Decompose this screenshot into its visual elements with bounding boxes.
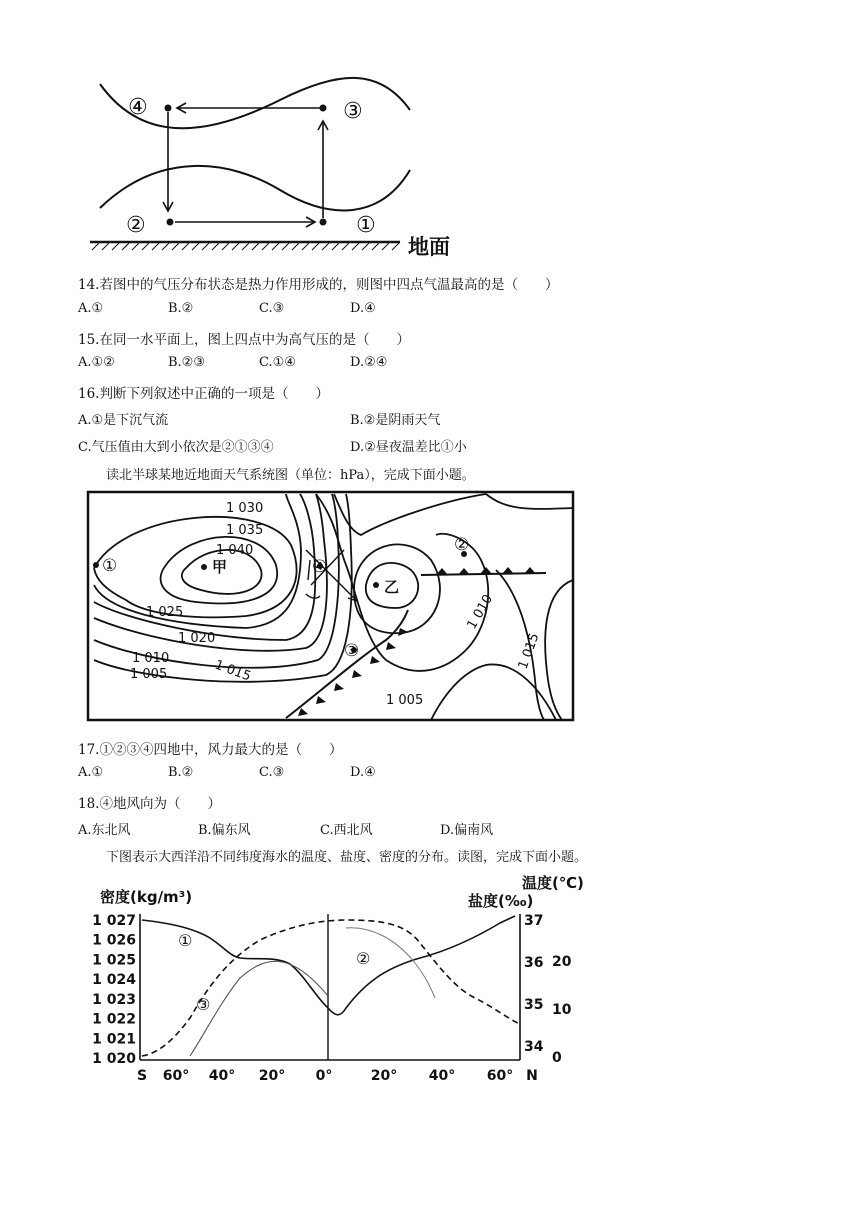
salinity-tick-label: 34 (524, 1039, 544, 1055)
thermal-circulation-diagram (80, 70, 500, 260)
ground-label: 地面 (408, 235, 450, 259)
isobar-label-1010-right: 1 010 (464, 592, 497, 632)
question-17: 17.①②③④四地中，风力最大的是（ ） (78, 742, 343, 758)
q18-option-d: D.偏南风 (440, 823, 494, 838)
salinity-tick-label: 36 (524, 955, 544, 971)
density-tick-label: 1 022 (92, 1011, 136, 1028)
high-center-label: 甲 (212, 558, 228, 576)
question-14: 14.若图中的气压分布状态是热力作用形成的，则图中四点气温最高的是（ ） (78, 277, 559, 293)
salinity-tick-label: 35 (524, 997, 544, 1013)
map-point-4: ④ (312, 557, 328, 577)
isobar-label-1015: 1 015 (212, 657, 253, 685)
density-tick-label: 1 026 (92, 932, 136, 949)
q14-option-d: D.④ (350, 301, 376, 316)
q17-option-a: A.① (78, 765, 104, 780)
temperature-tick-label: 0 (552, 1050, 562, 1066)
question-16: 16.判断下列叙述中正确的一项是（ ） (78, 386, 329, 402)
temperature-curve (142, 920, 520, 1056)
curve-label-2: ② (356, 949, 371, 968)
atlantic-profile-chart (90, 868, 584, 1090)
isobar-label-1020: 1 020 (178, 631, 216, 646)
isobar-label-1005-right: 1 005 (386, 693, 424, 708)
density-tick-label: 1 020 (92, 1051, 136, 1067)
q16-option-c: C.气压值由大到小依次是②①③④ (78, 440, 274, 455)
density-tick-label: 1 023 (92, 991, 136, 1008)
point-4-label: ④ (128, 95, 148, 120)
temperature-tick-label: 10 (552, 1002, 572, 1018)
q16-option-d: D.②昼夜温差比①小 (350, 440, 467, 455)
q18-option-b: B.偏东风 (198, 823, 251, 838)
density-tick-label: 1 024 (92, 972, 136, 989)
q17-option-d: D.④ (350, 765, 376, 780)
point-3-label: ③ (343, 99, 363, 124)
salinity-curve (190, 961, 328, 1056)
intro-weather-map: 读北半球某地近地面天气系统图（单位：hPa），完成下面小题。 (106, 468, 475, 483)
latitude-tick-label: 0° (315, 1068, 333, 1084)
q14-option-c: C.③ (259, 301, 285, 316)
q16-option-b: B.②是阴雨天气 (350, 413, 441, 428)
latitude-tick-label: 60° (486, 1068, 514, 1084)
isobar-label-1040: 1 040 (216, 543, 254, 558)
salinity-axis-title: 盐度(‰) (468, 892, 534, 910)
point-2-label: ② (126, 213, 146, 238)
curve-label-1: ① (178, 931, 193, 950)
right-axis-ticks (524, 913, 572, 1066)
low-center-label: 乙 (384, 578, 400, 596)
point-1-label: ① (356, 213, 376, 238)
isobar-label-1010: 1 010 (132, 651, 170, 666)
latitude-tick-label: 60° (162, 1068, 190, 1084)
density-tick-label: 1 025 (92, 952, 136, 969)
q17-option-c: C.③ (259, 765, 285, 780)
latitude-tick-label: 40° (428, 1068, 456, 1084)
temperature-tick-label: 20 (552, 954, 572, 970)
map-point-1: ① (102, 556, 118, 576)
isobar-label-1015-right: 1 015 (515, 631, 543, 672)
salinity-tick-label: 37 (524, 913, 544, 929)
isobar-label-1005: 1 005 (130, 667, 168, 682)
latitude-tick-label: N (526, 1068, 538, 1084)
isobar-label-1035: 1 035 (226, 523, 264, 538)
intro-atlantic-chart: 下图表示大西洋沿不同纬度海水的温度、盐度、密度的分布。读图，完成下面小题。 (106, 850, 588, 865)
q18-option-a: A.东北风 (78, 823, 131, 838)
latitude-ticks (137, 1068, 538, 1084)
q15-option-b: B.②③ (168, 355, 205, 370)
isobar-label-1030: 1 030 (226, 501, 264, 516)
weather-system-map (86, 490, 576, 723)
isobar-label-1025: 1 025 (146, 605, 184, 620)
q18-option-c: C.西北风 (320, 823, 373, 838)
q15-option-c: C.①④ (259, 355, 296, 370)
latitude-tick-label: 20° (258, 1068, 286, 1084)
q15-option-a: A.①② (78, 355, 115, 370)
q14-option-a: A.① (78, 301, 104, 316)
question-15: 15.在同一水平面上，图上四点中为高气压的是（ ） (78, 332, 410, 348)
q15-option-d: D.②④ (350, 355, 388, 370)
density-tick-label: 1 021 (92, 1031, 136, 1048)
latitude-tick-label: 40° (208, 1068, 236, 1084)
latitude-tick-label: S (136, 1068, 148, 1084)
density-tick-label: 1 027 (92, 913, 136, 929)
density-ticks (92, 913, 136, 1067)
map-point-2: ② (454, 535, 470, 555)
q16-option-a: A.①是下沉气流 (78, 413, 169, 428)
temperature-axis-title: 温度(℃) (522, 874, 584, 892)
curve-label-3: ③ (196, 995, 211, 1014)
density-axis-title: 密度(kg/m³) (100, 888, 193, 906)
map-point-3: ③ (344, 641, 360, 661)
q17-option-b: B.② (168, 765, 194, 780)
q14-option-b: B.② (168, 301, 194, 316)
question-18: 18.④地风向为（ ） (78, 796, 221, 812)
latitude-tick-label: 20° (370, 1068, 398, 1084)
